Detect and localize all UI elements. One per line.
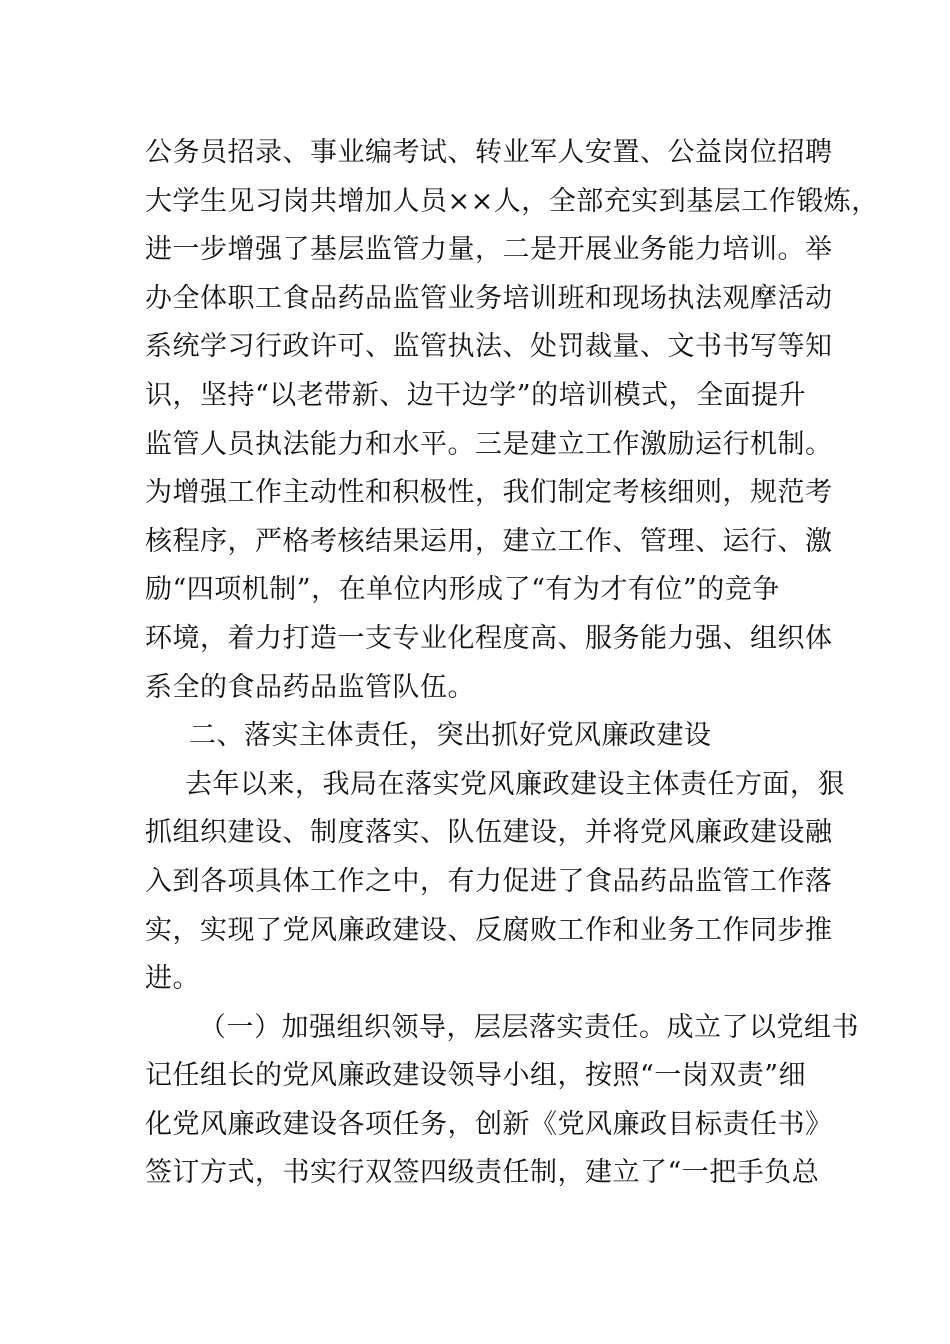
text-line: 为增强工作主动性和积极性，我们制定考核细则，规范考 bbox=[145, 477, 833, 509]
text-line: 励“四项机制”，在单位内形成了“有为才有位”的竞争 bbox=[145, 574, 780, 606]
text-line: 进。 bbox=[145, 963, 200, 995]
subsection-line: （一）加强组织领导，层层落实责任。成立了以党组书 bbox=[199, 1011, 859, 1043]
text-line: 签订方式，书实行双签四级责任制，建立了“一把手负总 bbox=[145, 1157, 820, 1189]
text-line: 记任组长的党风廉政建设领导小组，按照“一岗双责”细 bbox=[145, 1060, 807, 1092]
text-line: 大学生见习岗共增加人员××人，全部充实到基层工作锻炼， bbox=[145, 185, 879, 217]
text-line: 环境，着力打造一支专业化程度高、服务能力强、组织体 bbox=[145, 622, 833, 654]
text-line: 抓组织建设、制度落实、队伍建设，并将党风廉政建设融 bbox=[145, 817, 833, 849]
text-line: 实，实现了党风廉政建设、反腐败工作和业务工作同步推 bbox=[145, 914, 833, 946]
text-line: 系全的食品药品监管队伍。 bbox=[145, 671, 475, 703]
text-line: 核程序，严格考核结果运用，建立工作、管理、运行、激 bbox=[145, 525, 833, 557]
text-line: 系统学习行政许可、监管执法、处罚裁量、文书书写等知 bbox=[145, 331, 833, 363]
section-heading: 二、落实主体责任，突出抓好党风廉政建设 bbox=[189, 720, 712, 752]
text-line: 入到各项具体工作之中，有力促进了食品药品监管工作落 bbox=[145, 865, 833, 897]
text-line: 化党风廉政建设各项任务，创新《党风廉政目标责任书》 bbox=[145, 1108, 833, 1140]
text-line: 去年以来，我局在落实党风廉政建设主体责任方面，狠 bbox=[185, 768, 845, 800]
document-body bbox=[145, 129, 879, 1198]
text-line: 办全体职工食品药品监管业务培训班和现场执法观摩活动 bbox=[145, 282, 833, 314]
text-line: 进一步增强了基层监管力量，二是开展业务能力培训。举 bbox=[145, 234, 833, 266]
text-line: 监管人员执法能力和水平。三是建立工作激励运行机制。 bbox=[145, 428, 833, 460]
text-line: 公务员招录、事业编考试、转业军人安置、公益岗位招聘 bbox=[145, 137, 833, 168]
text-line: 识，坚持“以老带新、边干边学”的培训模式，全面提升 bbox=[145, 379, 807, 411]
